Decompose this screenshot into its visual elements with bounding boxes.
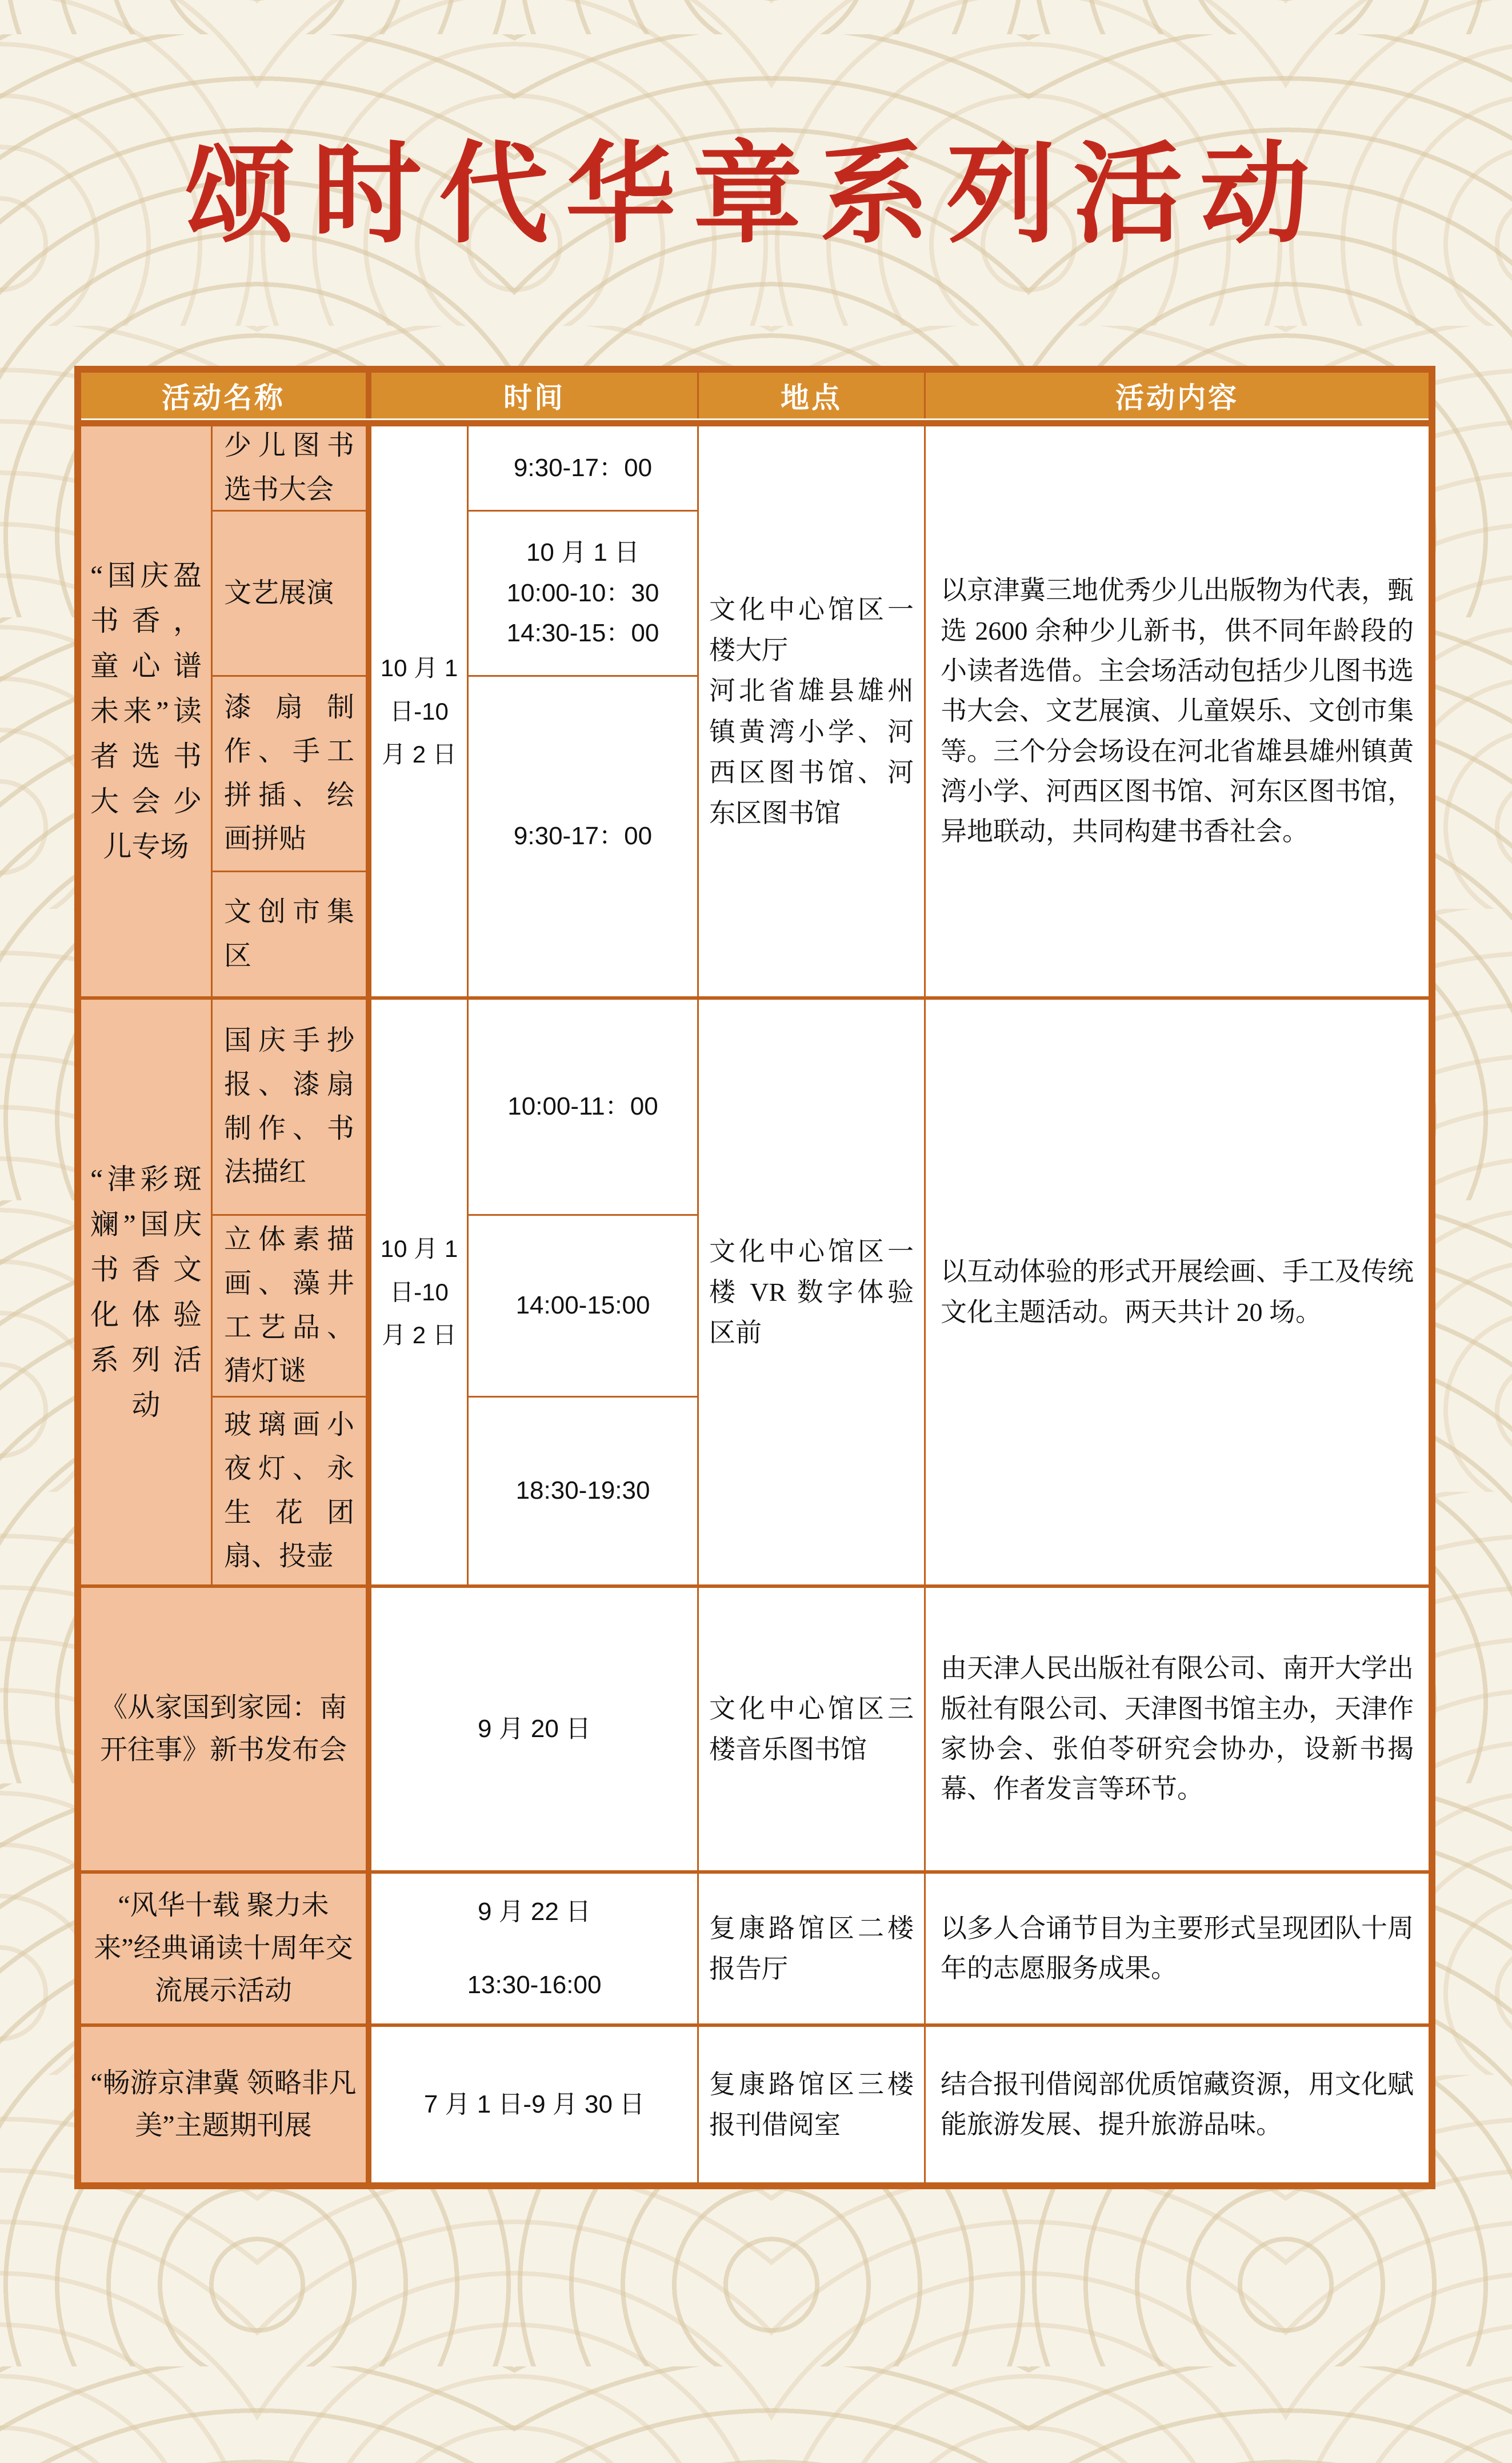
s1-activity-4: 文创市集区 <box>213 872 366 996</box>
s4-date-cell <box>371 1874 697 2023</box>
s2-activity-3: 玻璃画小夜灯、永生花团扇、投壶 <box>213 1398 366 1584</box>
s1-time-1: 9:30-17：00 <box>469 426 697 510</box>
s2-time-3: 18:30-19:30 <box>469 1398 697 1584</box>
s3-content-cell: 由天津人民出版社有限公司、南开大学出版社有限公司、天津图书馆主办，天津作家协会、张伯苓研究会协办，设新书揭幕、作者发言等环节。 <box>926 1588 1429 1870</box>
s1-time-2-date: 10 月 1 日 <box>526 538 640 567</box>
s5-content-cell: 结合报刊借阅部优质馆藏资源，用文化赋能旅游发展、提升旅游品味。 <box>926 2027 1429 2182</box>
s2-activity-2: 立体素描画、藻井工艺品、猜灯谜 <box>213 1216 366 1396</box>
s2-content-cell: 以互动体验的形式开展绘画、手工及传统文化主题活动。两天共计 20 场。 <box>926 1000 1429 1584</box>
s5-location-cell: 复康路馆区三楼报刊借阅室 <box>699 2027 924 2182</box>
s4-content-cell: 以多人合诵节目为主要形式呈现团队十周年的志愿服务成果。 <box>926 1874 1429 2023</box>
header-place: 地点 <box>699 373 924 418</box>
s4-time: 13:30-16:00 <box>467 1971 602 1999</box>
header-activity-name: 活动名称 <box>81 373 366 418</box>
s3-name-cell: 《从家国到家园：南开往事》新书发布会 <box>81 1588 366 1870</box>
s1-location-cell <box>699 426 924 996</box>
s2-time-1: 10:00-11：00 <box>469 1000 697 1214</box>
s1-time-2 <box>469 512 697 675</box>
s5-name-cell: “畅游京津冀 领略非凡美”主题期刊展 <box>81 2027 366 2182</box>
s2-group-name-cell: “津彩斑斓”国庆书香文化体验系列活动 <box>81 1000 211 1584</box>
s2-time-2: 14:00-15:00 <box>469 1216 697 1396</box>
page-title: 颂时代华章系列活动 <box>185 130 1327 258</box>
s1-location-line1: 文化中心馆区一楼大厅 <box>709 594 914 665</box>
header-content: 活动内容 <box>926 373 1429 418</box>
s1-group-name-cell: “国庆盈书香，童心谱未来”读者选书大会少儿专场 <box>81 426 211 996</box>
s4-name-cell: “风华十载 聚力未来”经典诵读十周年交流展示活动 <box>81 1874 366 2023</box>
s1-time-2-slot1: 10:00-10：30 <box>506 578 659 607</box>
s2-location-cell: 文化中心馆区一楼 VR 数字体验区前 <box>699 1000 924 1584</box>
s1-time-3-4: 9:30-17：00 <box>469 677 697 996</box>
header-divider-line <box>81 418 1429 420</box>
s1-time-2-slot2: 14:30-15：00 <box>506 619 659 648</box>
header-time: 时间 <box>371 373 697 418</box>
s1-activity-1: 少儿图书选书大会 <box>213 426 366 510</box>
s1-date-cell: 10 月 1 日-10 月 2 日 <box>371 426 467 996</box>
s2-date-cell: 10 月 1 日-10 月 2 日 <box>371 1000 467 1584</box>
s1-location-line2: 河北省雄县雄州镇黄湾小学、河西区图书馆、河东区图书馆 <box>709 676 914 828</box>
s5-date-cell: 7 月 1 日-9 月 30 日 <box>371 2027 697 2182</box>
s1-activity-2: 文艺展演 <box>213 512 366 675</box>
s2-activity-1: 国庆手抄报、漆扇制作、书法描红 <box>213 1000 366 1214</box>
s4-location-cell: 复康路馆区二楼报告厅 <box>699 1874 924 2023</box>
s1-activity-3: 漆扇制作、手工拼插、绘画拼贴 <box>213 677 366 871</box>
s3-location-cell: 文化中心馆区三楼音乐图书馆 <box>699 1588 924 1870</box>
schedule-table <box>74 366 1435 2189</box>
s3-date-cell: 9 月 20 日 <box>371 1588 697 1870</box>
s1-content-cell: 以京津冀三地优秀少儿出版物为代表，甄选 2600 余种少儿新书，供不同年龄段的小读者选借。主会场活动包括少儿图书选书大会、文艺展演、儿童娱乐、文创市集等。三个分会场设在河北省雄县雄州镇黄湾小学、河西区图书馆、河东区图书馆，异地联动，共同构建书香社会。 <box>926 426 1429 996</box>
s4-date: 9 月 22 日 <box>477 1897 591 1926</box>
